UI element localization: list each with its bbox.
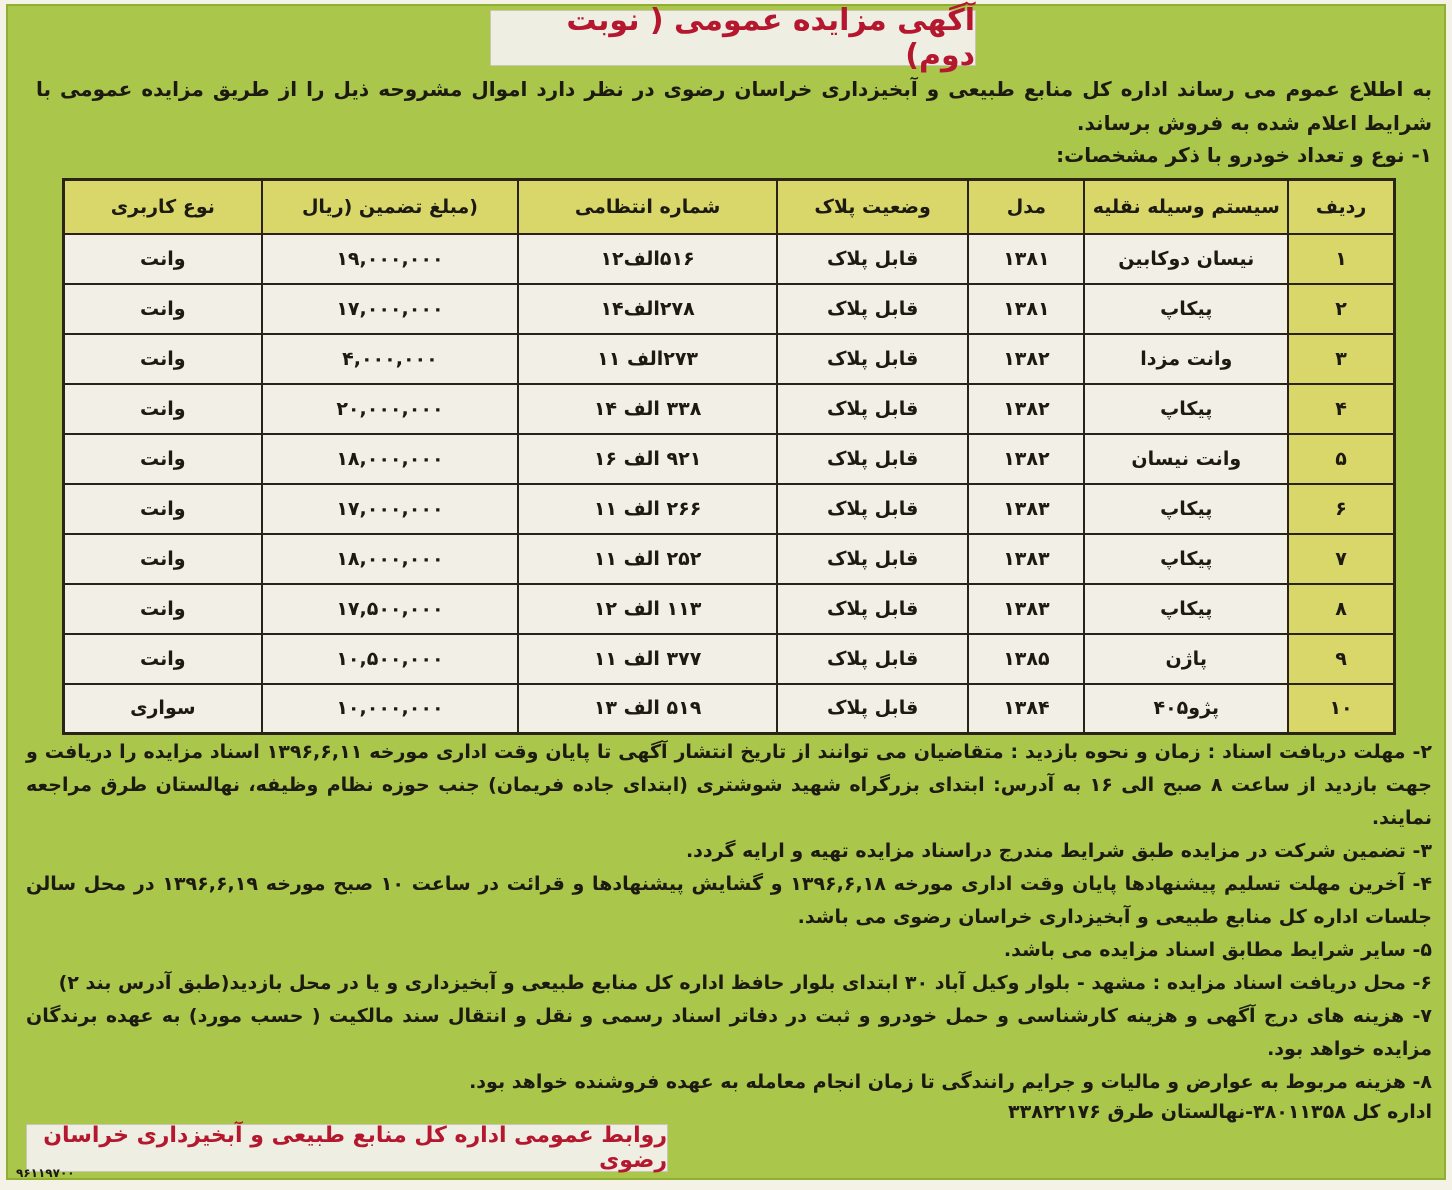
cell-model: ۱۳۸۳ (968, 584, 1084, 634)
cell-guarantee-amount: ۱۷,۵۰۰,۰۰۰ (262, 584, 519, 634)
cell-row-number: ۱۰ (1288, 684, 1394, 734)
cell-guarantee-amount: ۱۰,۰۰۰,۰۰۰ (262, 684, 519, 734)
cell-guarantee-amount: ۱۷,۰۰۰,۰۰۰ (262, 284, 519, 334)
auction-notice (6, 4, 1446, 1180)
cell-vehicle-system: وانت مزدا (1084, 334, 1288, 384)
cell-plate-number: ۲۶۶ الف ۱۱ (518, 484, 777, 534)
table-header-row (64, 180, 1395, 234)
cell-vehicle-system: وانت نیسان (1084, 434, 1288, 484)
cell-row-number: ۹ (1288, 634, 1394, 684)
cell-plate-number: ۲۵۲ الف ۱۱ (518, 534, 777, 584)
intro-paragraph: به اطلاع عموم می رساند اداره کل منابع طبیعی و آبخیزداری خراسان رضوی در نظر دارد اموال مشروحه ذیل را از طریق مزایده عمومی با شرایط اعلام شده به فروش برساند. (36, 77, 1432, 135)
footer-publisher: روابط عمومی اداره کل منابع طبیعی و آبخیزداری خراسان رضوی (43, 1123, 667, 1173)
cell-row-number: ۲ (1288, 284, 1394, 334)
cell-plate-status: قابل پلاک (777, 584, 968, 634)
cell-vehicle-system: پیکاپ (1084, 384, 1288, 434)
ad-code: ۹۶۱۱۹۷۰۰ (16, 1166, 75, 1180)
cell-row-number: ۳ (1288, 334, 1394, 384)
cell-plate-status: قابل پلاک (777, 334, 968, 384)
cell-plate-number: ۳۷۷ الف ۱۱ (518, 634, 777, 684)
header-vehicle-system: سیستم وسیله نقلیه (1084, 180, 1288, 234)
table-row (64, 534, 1395, 584)
cell-guarantee-amount: ۴,۰۰۰,۰۰۰ (262, 334, 519, 384)
condition-item: ۳- تضمین شرکت در مزایده طبق شرایط مندرج دراسناد مزایده تهیه و ارایه گردد. (685, 840, 1432, 862)
cell-usage-type: وانت (64, 534, 262, 584)
cell-guarantee-amount: ۱۰,۵۰۰,۰۰۰ (262, 634, 519, 684)
cell-plate-number: ۹۲۱ الف ۱۶ (518, 434, 777, 484)
cell-row-number: ۴ (1288, 384, 1394, 434)
table-row (64, 334, 1395, 384)
cell-plate-number: ۲۷۸الف۱۴ (518, 284, 777, 334)
cell-guarantee-amount: ۱۸,۰۰۰,۰۰۰ (262, 534, 519, 584)
header-usage-type: نوع کاربری (64, 180, 262, 234)
table-row (64, 234, 1395, 284)
header-plate-status: وضعیت پلاک (777, 180, 968, 234)
cell-vehicle-system: پژو۴۰۵ (1084, 684, 1288, 734)
table-row (64, 634, 1395, 684)
conditions-list (26, 736, 1432, 1099)
header-model: مدل (968, 180, 1084, 234)
cell-usage-type: وانت (64, 584, 262, 634)
cell-plate-status: قابل پلاک (777, 534, 968, 584)
condition-item: ۵- سایر شرایط مطابق اسناد مزایده می باشد. (1003, 939, 1432, 961)
cell-usage-type: وانت (64, 284, 262, 334)
cell-vehicle-system: پیکاپ (1084, 584, 1288, 634)
condition-item: ۶- محل دریافت اسناد مزایده : مشهد - بلوار وکیل آباد ۳۰ ابتدای بلوار حافظ اداره کل منابع طبیعی و آبخیزداری و یا در محل بازدید(طبق آدرس بند ۲) (58, 972, 1432, 994)
header-guarantee-amount: (مبلغ تضمین (ریال (262, 180, 519, 234)
cell-model: ۱۳۸۲ (968, 384, 1084, 434)
cell-plate-status: قابل پلاک (777, 434, 968, 484)
condition-item: ۲- مهلت دریافت اسناد : زمان و نحوه بازدید : متقاضیان می توانند از تاریخ انتشار آگهی تا پایان وقت اداری مورخه ۱۳۹۶,۶,۱۱ اسناد مزایده را دریافت و جهت بازدید از ساعت ۸ صبح الی ۱۶ به آدرس: ابتدای بزرگراه شهید شوشتری (ابتدای جاده فریمان) جنب حوزه نظام وظیفه، نهالستان طرق مراجعه نمایند. (26, 741, 1432, 829)
cell-row-number: ۸ (1288, 584, 1394, 634)
cell-model: ۱۳۸۵ (968, 634, 1084, 684)
cell-plate-status: قابل پلاک (777, 284, 968, 334)
cell-vehicle-system: نیسان دوکابین (1084, 234, 1288, 284)
cell-plate-status: قابل پلاک (777, 384, 968, 434)
notice-title: آگهی مزایده عمومی ( نوبت دوم) (566, 3, 975, 73)
table-row (64, 684, 1395, 734)
section-title: ۱- نوع و تعداد خودرو با ذکر مشخصات: (1056, 143, 1432, 167)
cell-plate-number: ۵۱۹ الف ۱۳ (518, 684, 777, 734)
cell-model: ۱۳۸۳ (968, 534, 1084, 584)
condition-item: ۷- هزینه های درج آگهی و هزینه کارشناسی و حمل خودرو و ثبت در دفاتر اسناد رسمی و نقل و انتقال سند مالکیت ( حسب مورد) به عهده برندگان مزایده خواهد بود. (26, 1005, 1432, 1060)
cell-plate-number: ۳۳۸ الف ۱۴ (518, 384, 777, 434)
cell-guarantee-amount: ۱۷,۰۰۰,۰۰۰ (262, 484, 519, 534)
cell-usage-type: وانت (64, 484, 262, 534)
cell-plate-status: قابل پلاک (777, 634, 968, 684)
contact-phones: اداره کل ۳۸۰۱۱۳۵۸-نهالستان طرق ۳۳۸۲۲۱۷۶ (1008, 1101, 1432, 1123)
cell-plate-status: قابل پلاک (777, 684, 968, 734)
cell-row-number: ۷ (1288, 534, 1394, 584)
cell-usage-type: سواری (64, 684, 262, 734)
cell-model: ۱۳۸۲ (968, 334, 1084, 384)
table-row (64, 484, 1395, 534)
cell-usage-type: وانت (64, 334, 262, 384)
condition-item: ۸- هزینه مربوط به عوارض و مالیات و جرایم رانندگی تا زمان انجام معامله به عهده فروشنده خواهد بود. (469, 1071, 1432, 1093)
cell-usage-type: وانت (64, 434, 262, 484)
cell-vehicle-system: پاژن (1084, 634, 1288, 684)
footer-box (26, 1124, 668, 1172)
table-row (64, 584, 1395, 634)
cell-usage-type: وانت (64, 634, 262, 684)
cell-usage-type: وانت (64, 234, 262, 284)
cell-row-number: ۱ (1288, 234, 1394, 284)
cell-vehicle-system: پیکاپ (1084, 484, 1288, 534)
table-body (64, 234, 1395, 734)
cell-plate-status: قابل پلاک (777, 484, 968, 534)
cell-model: ۱۳۸۱ (968, 284, 1084, 334)
cell-plate-status: قابل پلاک (777, 234, 968, 284)
vehicle-table (62, 178, 1396, 735)
cell-row-number: ۵ (1288, 434, 1394, 484)
cell-row-number: ۶ (1288, 484, 1394, 534)
title-box (490, 3, 976, 73)
cell-vehicle-system: پیکاپ (1084, 284, 1288, 334)
cell-model: ۱۳۸۴ (968, 684, 1084, 734)
header-row-number: ردیف (1288, 180, 1394, 234)
cell-model: ۱۳۸۱ (968, 234, 1084, 284)
cell-plate-number: ۲۷۳الف ۱۱ (518, 334, 777, 384)
table-row (64, 384, 1395, 434)
cell-guarantee-amount: ۱۹,۰۰۰,۰۰۰ (262, 234, 519, 284)
condition-item: ۴- آخرین مهلت تسلیم پیشنهادها پایان وقت اداری مورخه ۱۳۹۶,۶,۱۸ و گشایش پیشنهادها و قرائت در ساعت ۱۰ صبح مورخه ۱۳۹۶,۶,۱۹ در محل سالن جلسات اداره کل منابع طبیعی و آبخیزداری خراسان رضوی می باشد. (26, 873, 1433, 928)
cell-usage-type: وانت (64, 384, 262, 434)
cell-model: ۱۳۸۳ (968, 484, 1084, 534)
cell-guarantee-amount: ۲۰,۰۰۰,۰۰۰ (262, 384, 519, 434)
table-row (64, 284, 1395, 334)
cell-plate-number: ۱۱۳ الف ۱۲ (518, 584, 777, 634)
cell-model: ۱۳۸۲ (968, 434, 1084, 484)
header-plate-number: شماره انتظامی (518, 180, 777, 234)
cell-guarantee-amount: ۱۸,۰۰۰,۰۰۰ (262, 434, 519, 484)
cell-plate-number: ۵۱۶الف۱۲ (518, 234, 777, 284)
cell-vehicle-system: پیکاپ (1084, 534, 1288, 584)
table-row (64, 434, 1395, 484)
